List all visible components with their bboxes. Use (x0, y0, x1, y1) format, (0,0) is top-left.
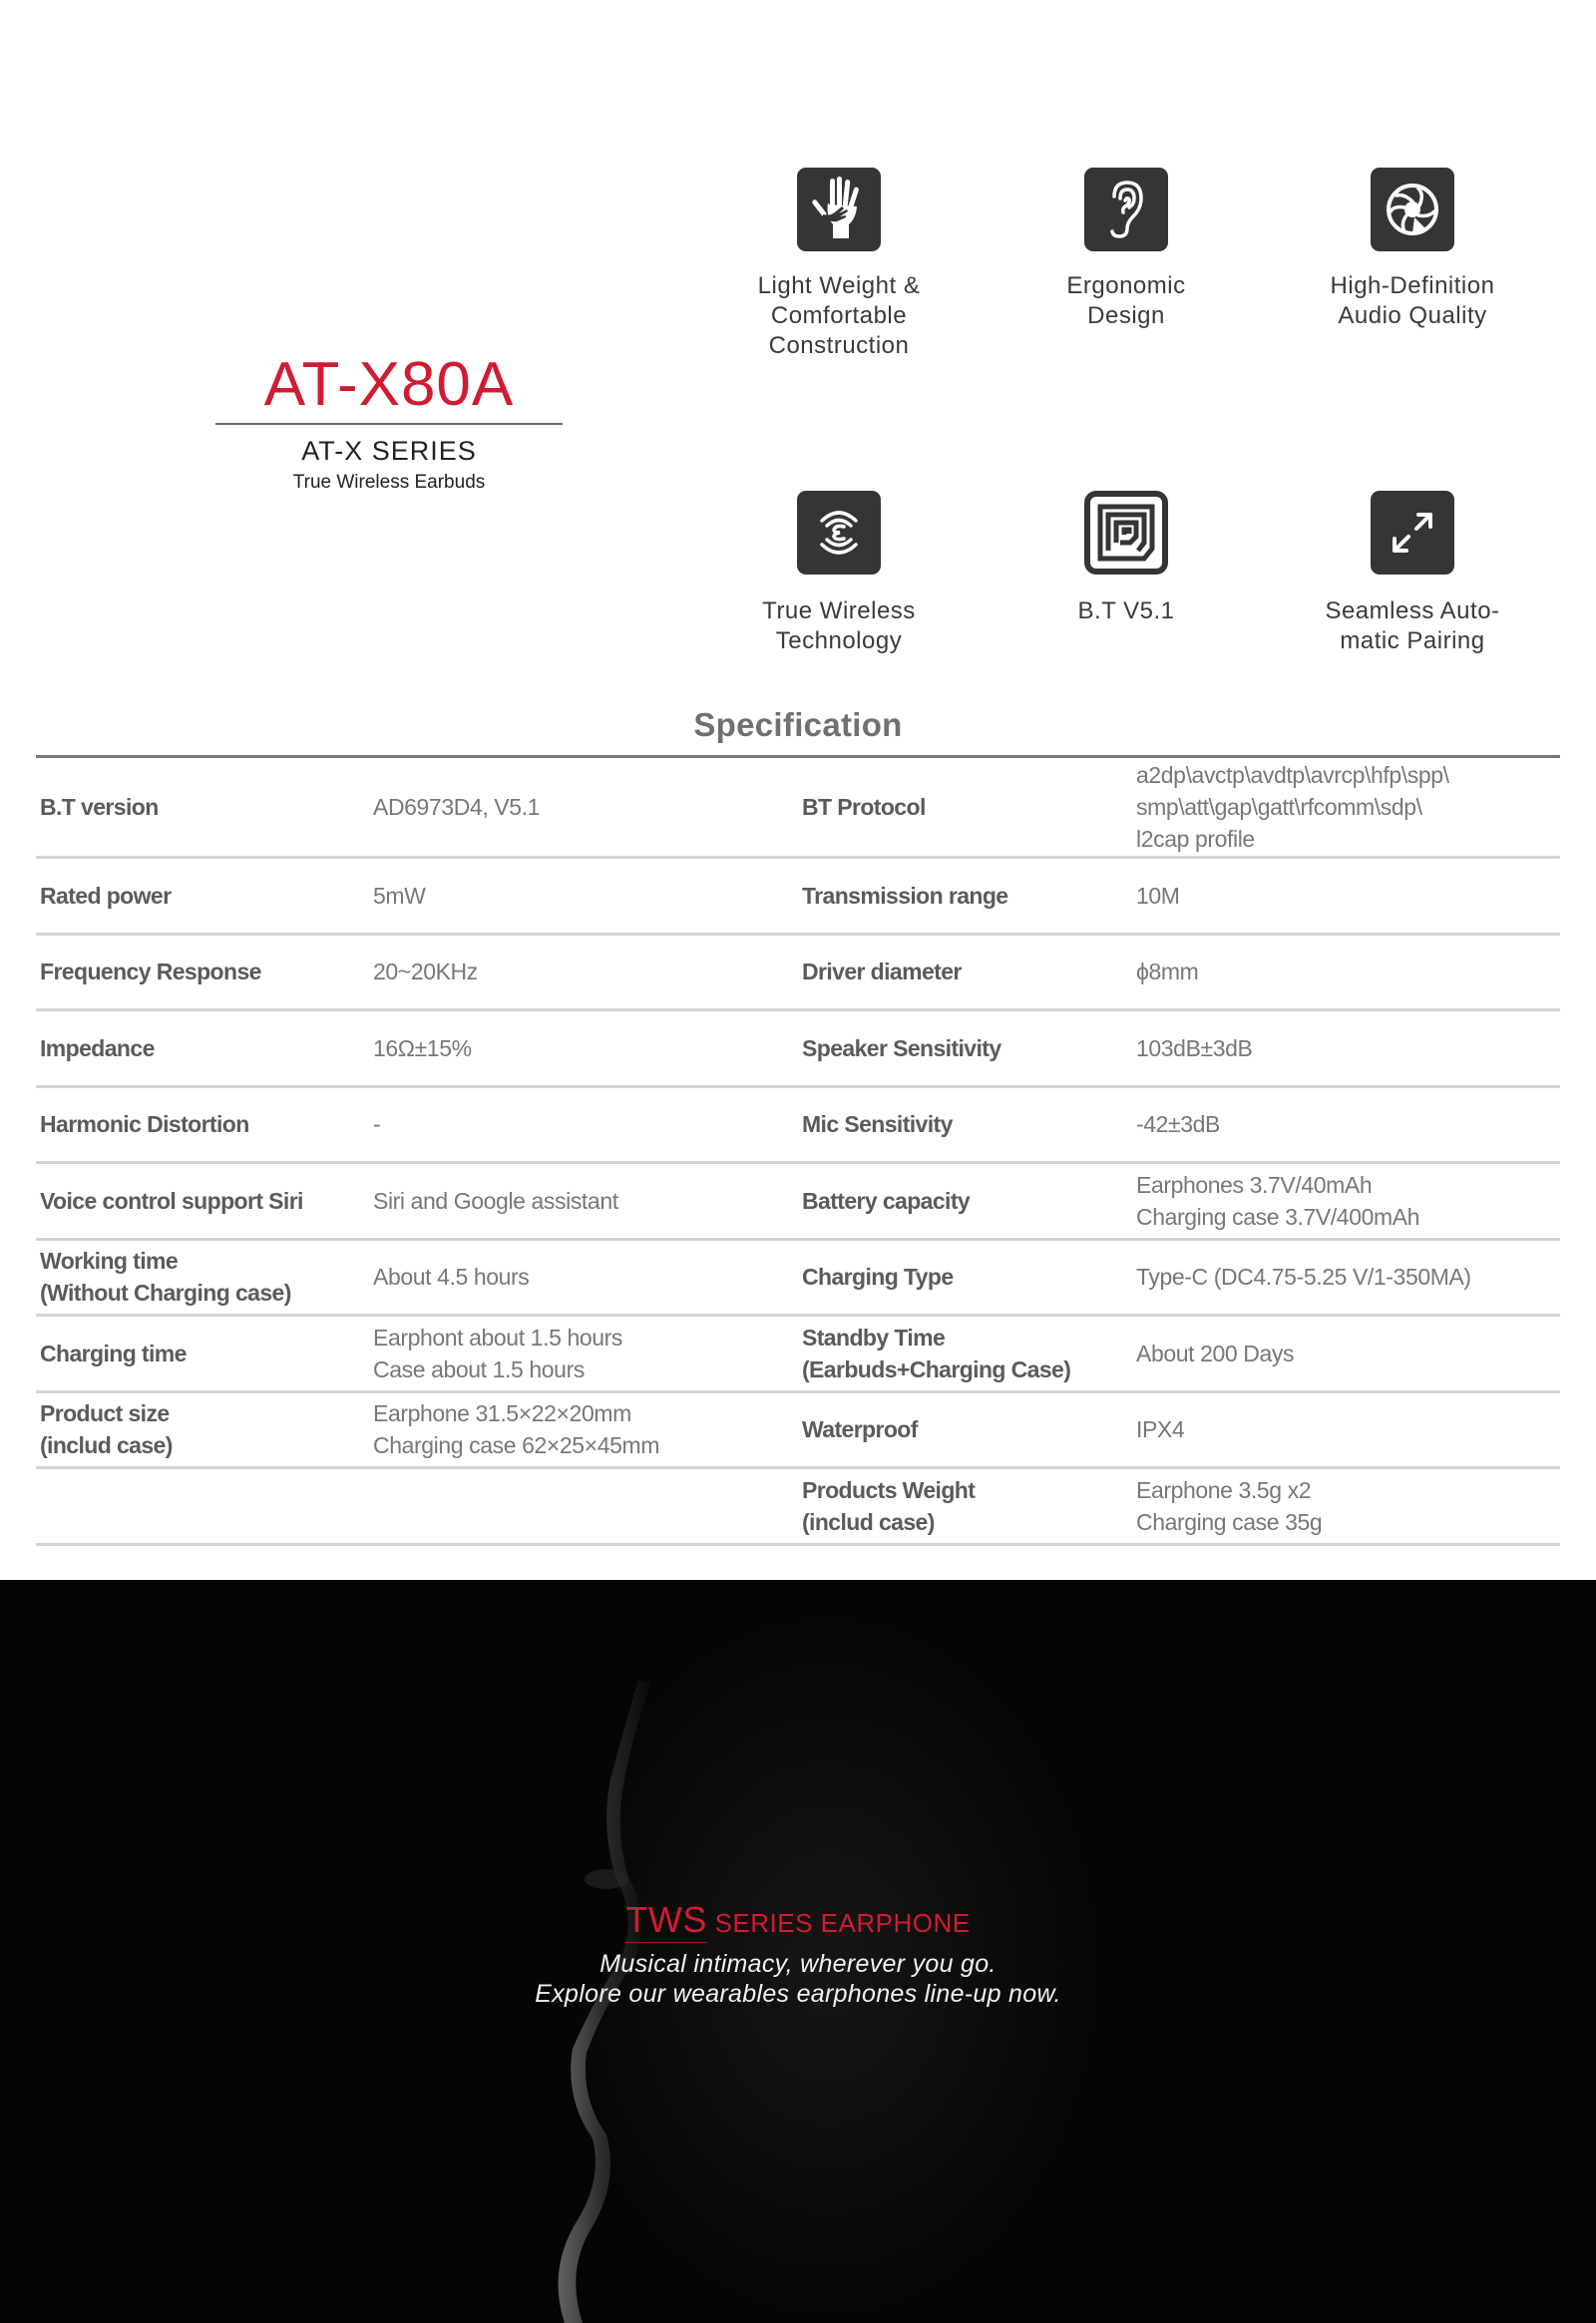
spec-value-line: Earphont about 1.5 hours (373, 1324, 622, 1351)
speaker-icon (1371, 168, 1454, 251)
spec-label (40, 1164, 369, 1238)
spec-label-line: Transmission range (802, 882, 1008, 909)
spec-label-line: Battery capacity (802, 1187, 971, 1214)
spec-row (36, 1164, 1560, 1241)
feature-label (699, 271, 979, 361)
spec-label-line: Impedance (40, 1034, 155, 1061)
spec-value (1136, 1088, 1555, 1162)
spec-value (373, 1393, 792, 1467)
tagline-line: Musical intimacy, wherever you go. (599, 1950, 997, 1978)
banner-text (0, 1899, 1596, 2009)
spec-value (373, 1317, 792, 1390)
spec-value (373, 1241, 792, 1315)
spec-value-line: AD6973D4, V5.1 (373, 794, 541, 820)
spec-value-line: 10M (1136, 882, 1180, 909)
spec-value-line: 16Ω±15% (373, 1034, 472, 1061)
spec-value-line: 103dB±3dB (1136, 1034, 1253, 1061)
feature-label-line: Comfortable (770, 302, 908, 329)
spec-value (373, 1088, 792, 1162)
spec-label-line: Driver diameter (802, 959, 962, 985)
spec-label-line: Rated power (40, 882, 172, 909)
feature-label-line: Light Weight & (757, 272, 921, 299)
spec-value (373, 936, 792, 1009)
feature-label-line: Design (1087, 302, 1165, 329)
product-subtitle: True Wireless Earbuds (292, 472, 486, 493)
spec-label (802, 1164, 1131, 1238)
product-series: AT-X SERIES (301, 436, 477, 466)
spec-value-line: Earphone 3.5g x2 (1136, 1476, 1312, 1503)
spec-value-line: About 4.5 hours (373, 1264, 530, 1291)
spec-label-line: Standby Time (802, 1324, 946, 1351)
spec-value-line: 5mW (373, 882, 426, 909)
spec-label-line: (includ case) (40, 1432, 173, 1459)
spec-value (373, 758, 792, 856)
spec-row (36, 1317, 1560, 1393)
feature-label (1273, 596, 1552, 656)
wireless-icon (797, 491, 881, 575)
spec-value-line: smp\att\gap\gatt\rfcomm\sdp\ (1136, 794, 1422, 820)
feature-label-line: Construction (768, 332, 910, 359)
spec-value (1136, 758, 1555, 856)
spec-row (36, 936, 1560, 1012)
chip-icon (1084, 491, 1168, 575)
feature-ergonomic (987, 168, 1266, 331)
series-label: SERIES EARPHONE (714, 1908, 971, 1938)
feature-label-line: Seamless Auto- (1325, 597, 1500, 624)
spec-label (802, 936, 1131, 1009)
feature-label-line: B.T V5.1 (1077, 597, 1175, 624)
banner-tagline (0, 1949, 1596, 2009)
spec-value (373, 859, 792, 933)
spec-label (40, 1317, 369, 1390)
spec-label-line: Charging time (40, 1340, 187, 1366)
feature-label (699, 596, 979, 656)
feature-label-line: Technology (775, 627, 903, 654)
feature-label-line: High-Definition (1330, 272, 1495, 299)
spec-label-line: B.T version (40, 794, 159, 820)
tws-label: TWS (625, 1899, 707, 1940)
feature-label-line: matic Pairing (1340, 627, 1485, 654)
spec-label-line: (Without Charging case) (40, 1280, 291, 1307)
spec-value-line: Earphone 31.5×22×20mm (373, 1400, 631, 1427)
spec-label (40, 859, 369, 933)
spec-label (802, 758, 1131, 856)
spec-value-line: IPX4 (1136, 1416, 1185, 1443)
spec-label-line: Frequency Response (40, 959, 261, 985)
spec-table (36, 758, 1560, 1546)
spec-label (40, 936, 369, 1009)
feature-auto-pairing (1273, 491, 1552, 656)
spec-value-line: -42±3dB (1136, 1111, 1220, 1138)
spec-label (40, 1088, 369, 1162)
spec-value-line: - (373, 1111, 381, 1138)
spec-row (36, 1393, 1560, 1470)
spec-label (40, 1469, 369, 1543)
spec-value (1136, 936, 1555, 1009)
spec-value (373, 1164, 792, 1238)
spec-value-line: Case about 1.5 hours (373, 1355, 585, 1382)
spec-value (1136, 1241, 1555, 1315)
spec-value (1136, 859, 1555, 933)
promo-banner (0, 1580, 1596, 2323)
spec-label-line: Harmonic Distortion (40, 1111, 249, 1138)
spec-label-line: Products Weight (802, 1476, 976, 1503)
feature-label-line: Ergonomic (1066, 272, 1186, 299)
spec-label (40, 1011, 369, 1085)
feature-true-wireless (699, 491, 979, 656)
spec-row (36, 1088, 1560, 1165)
spec-value-line: 20~20KHz (373, 959, 478, 985)
spec-title: Specification (693, 706, 903, 743)
feature-bt-version (987, 491, 1266, 626)
spec-label-line: Product size (40, 1400, 170, 1427)
spec-label-line: Waterproof (802, 1416, 918, 1443)
spec-value-line: a2dp\avctp\avdtp\avrcp\hfp\spp\ (1136, 762, 1449, 788)
hand-icon (797, 168, 881, 251)
spec-row (36, 1241, 1560, 1318)
feature-label (987, 596, 1266, 626)
spec-label-line: BT Protocol (802, 794, 926, 820)
spec-label-line: (Earbuds+Charging Case) (802, 1355, 1071, 1382)
title-divider (215, 423, 563, 425)
spec-label-line: Voice control support Siri (40, 1187, 303, 1214)
banner-heading (0, 1899, 1596, 1941)
feature-hd-audio (1273, 168, 1552, 331)
spec-label (802, 859, 1131, 933)
spec-label-line: Working time (40, 1248, 179, 1275)
spec-label (802, 1393, 1131, 1467)
feature-label (987, 271, 1266, 331)
product-hero (215, 349, 563, 495)
spec-label (40, 758, 369, 856)
spec-label-line: Speaker Sensitivity (802, 1034, 1001, 1061)
spec-value (1136, 1011, 1555, 1085)
spec-value-line: Charging case 35g (1136, 1508, 1323, 1535)
spec-row (36, 1011, 1560, 1088)
spec-label (802, 1469, 1131, 1543)
spec-value-line: Charging case 3.7V/400mAh (1136, 1203, 1420, 1230)
spec-value-line: About 200 Days (1136, 1340, 1295, 1366)
spec-value (373, 1469, 792, 1543)
spec-value-line: ϕ8mm (1136, 959, 1199, 985)
spec-label-line: (includ case) (802, 1508, 935, 1535)
spec-row (36, 1469, 1560, 1546)
feature-label-line: True Wireless (762, 597, 916, 624)
spec-label (802, 1241, 1131, 1315)
spec-label-line: Mic Sensitivity (802, 1111, 953, 1138)
spec-label (802, 1317, 1131, 1390)
spec-value (1136, 1317, 1555, 1390)
ear-icon (1084, 168, 1168, 251)
feature-label-line: Audio Quality (1338, 302, 1487, 329)
spec-value-line: Type-C (DC4.75-5.25 V/1-350MA) (1136, 1264, 1471, 1291)
feature-light-weight (699, 168, 979, 361)
feature-label (1273, 271, 1552, 331)
spec-value (1136, 1393, 1555, 1467)
spec-label (40, 1241, 369, 1315)
tagline-line: Explore our wearables earphones line-up now. (535, 1980, 1061, 2008)
spec-value (373, 1011, 792, 1085)
spec-label-line: Charging Type (802, 1264, 954, 1291)
spec-row (36, 758, 1560, 859)
product-model-title: AT-X80A (263, 350, 515, 419)
spec-value (1136, 1469, 1555, 1543)
spec-value (1136, 1164, 1555, 1238)
spec-label (802, 1088, 1131, 1162)
spec-value-line: Earphones 3.7V/40mAh (1136, 1171, 1373, 1198)
spec-value-line: Charging case 62×25×45mm (373, 1432, 660, 1459)
spec-row (36, 859, 1560, 936)
expand-arrows-icon (1371, 491, 1454, 575)
spec-value-line: Siri and Google assistant (373, 1187, 618, 1214)
spec-label (802, 1011, 1131, 1085)
spec-label (40, 1393, 369, 1467)
spec-value-line: l2cap profile (1136, 826, 1255, 852)
